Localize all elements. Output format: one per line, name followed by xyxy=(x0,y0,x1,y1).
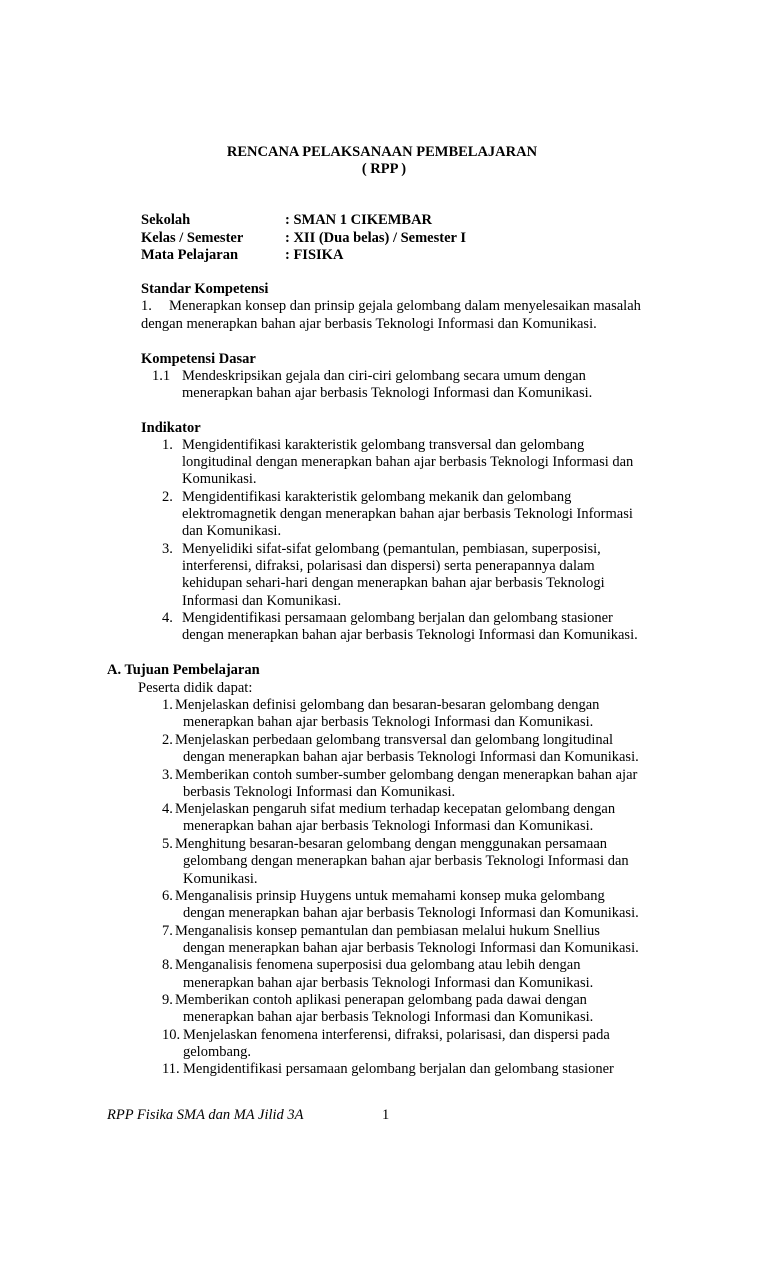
identity-label: Sekolah xyxy=(141,212,191,228)
list-item-text: menerapkan bahan ajar berbasis Teknologi Informasi dan Komunikasi. xyxy=(183,1009,594,1025)
identity-value: : SMAN 1 CIKEMBAR xyxy=(285,212,433,228)
identity-row xyxy=(141,230,466,247)
list-item-text: longitudinal dengan menerapkan bahan ajar berbasis Teknologi Informasi dan xyxy=(182,454,634,470)
list-item-number: 2. xyxy=(162,732,173,748)
document-subtitle: ( RPP ) xyxy=(361,161,407,177)
list-item-text: gelombang. xyxy=(183,1044,252,1060)
kompetensi-line: Mendeskripsikan gejala dan ciri-ciri gelombang secara umum dengan xyxy=(182,368,586,384)
list-item-number: 1. xyxy=(162,697,173,713)
list-item-number: 9. xyxy=(162,992,173,1008)
list-item-text: Komunikasi. xyxy=(183,871,258,887)
list-item-number: 5. xyxy=(162,836,173,852)
standar-line: dengan menerapkan bahan ajar berbasis Teknologi Informasi dan Komunikasi. xyxy=(141,316,597,332)
identity-row xyxy=(141,247,343,264)
page-number: 1 xyxy=(382,1107,390,1123)
identity-value: : XII (Dua belas) / Semester I xyxy=(285,230,466,246)
list-item-text: Menjelaskan pengaruh sifat medium terhadap kecepatan gelombang dengan xyxy=(175,801,616,817)
list-item-text: Informasi dan Komunikasi. xyxy=(182,593,342,609)
list-item-text: Menjelaskan fenomena interferensi, difraksi, polarisasi, dan dispersi pada xyxy=(183,1027,610,1043)
list-item-number: 7. xyxy=(162,923,173,939)
kompetensi-dasar-heading: Kompetensi Dasar xyxy=(141,351,256,367)
identity-value: : FISIKA xyxy=(285,247,344,263)
list-item-text: dengan menerapkan bahan ajar berbasis Teknologi Informasi dan Komunikasi. xyxy=(183,940,639,956)
list-item-number: 4. xyxy=(162,610,173,626)
list-item-text: menerapkan bahan ajar berbasis Teknologi Informasi dan Komunikasi. xyxy=(183,714,594,730)
list-item-number: 3. xyxy=(162,767,173,783)
tujuan-heading: A. Tujuan Pembelajaran xyxy=(107,662,260,678)
list-item-text: kehidupan sehari-hari dengan menerapkan bahan ajar berbasis Teknologi xyxy=(182,575,605,591)
standar-number: 1. xyxy=(141,298,152,314)
list-item-text: Menyelidiki sifat-sifat gelombang (pemantulan, pembiasan, superposisi, xyxy=(182,541,601,557)
identity-row xyxy=(141,212,432,229)
kompetensi-number: 1.1 xyxy=(152,368,171,384)
tujuan-intro: Peserta didik dapat: xyxy=(138,680,253,696)
kompetensi-line: menerapkan bahan ajar berbasis Teknologi Informasi dan Komunikasi. xyxy=(182,385,593,401)
list-item-text: Menganalisis konsep pemantulan dan pembiasan melalui hukum Snellius xyxy=(175,923,600,939)
list-item-text: dengan menerapkan bahan ajar berbasis Teknologi Informasi dan Komunikasi. xyxy=(182,627,638,643)
list-item-number: 4. xyxy=(162,801,173,817)
list-item-text: Mengidentifikasi karakteristik gelombang transversal dan gelombang xyxy=(182,437,585,453)
list-item-text: Menjelaskan definisi gelombang dan besaran-besaran gelombang dengan xyxy=(175,697,600,713)
list-item-text: Memberikan contoh sumber-sumber gelombang dengan menerapkan bahan ajar xyxy=(175,767,638,783)
list-item-text: Mengidentifikasi persamaan gelombang berjalan dan gelombang stasioner xyxy=(182,610,613,626)
standar-kompetensi-heading: Standar Kompetensi xyxy=(141,281,269,297)
list-item-text: interferensi, difraksi, polarisasi dan dispersi) serta penerapannya dalam xyxy=(182,558,595,574)
list-item-number: 1. xyxy=(162,437,173,453)
list-item-text: Menjelaskan perbedaan gelombang transversal dan gelombang longitudinal xyxy=(175,732,614,748)
list-item-text: dengan menerapkan bahan ajar berbasis Teknologi Informasi dan Komunikasi. xyxy=(183,749,639,765)
standar-line: Menerapkan konsep dan prinsip gejala gelombang dalam menyelesaikan masalah xyxy=(169,298,641,314)
list-item-text: Menganalisis fenomena superposisi dua gelombang atau lebih dengan xyxy=(175,957,581,973)
list-item-text: elektromagnetik dengan menerapkan bahan ajar berbasis Teknologi Informasi xyxy=(182,506,633,522)
list-item-text: dengan menerapkan bahan ajar berbasis Teknologi Informasi dan Komunikasi. xyxy=(183,905,639,921)
list-item-text: berbasis Teknologi Informasi dan Komunikasi. xyxy=(183,784,456,800)
list-item-number: 8. xyxy=(162,957,173,973)
document-title: RENCANA PELAKSANAAN PEMBELAJARAN xyxy=(226,144,538,160)
list-item-number: 3. xyxy=(162,541,173,557)
list-item-number: 11. xyxy=(162,1061,180,1077)
list-item-number: 2. xyxy=(162,489,173,505)
list-item-text: Menghitung besaran-besaran gelombang dengan menggunakan persamaan xyxy=(175,836,608,852)
list-item-text: Komunikasi. xyxy=(182,471,257,487)
list-item-text: gelombang dengan menerapkan bahan ajar berbasis Teknologi Informasi dan xyxy=(183,853,629,869)
list-item-number: 6. xyxy=(162,888,173,904)
list-item-text: Mengidentifikasi persamaan gelombang berjalan dan gelombang stasioner xyxy=(183,1061,614,1077)
list-item-text: dan Komunikasi. xyxy=(182,523,282,539)
indikator-heading: Indikator xyxy=(141,420,201,436)
list-item-number: 10. xyxy=(162,1027,181,1043)
identity-label: Mata Pelajaran xyxy=(141,247,239,263)
footer-label: RPP Fisika SMA dan MA Jilid 3A xyxy=(107,1107,304,1123)
identity-label: Kelas / Semester xyxy=(141,230,244,246)
list-item-text: Memberikan contoh aplikasi penerapan gelombang pada dawai dengan xyxy=(175,992,587,1008)
list-item-text: menerapkan bahan ajar berbasis Teknologi Informasi dan Komunikasi. xyxy=(183,975,594,991)
list-item-text: Mengidentifikasi karakteristik gelombang mekanik dan gelombang xyxy=(182,489,572,505)
list-item-text: menerapkan bahan ajar berbasis Teknologi Informasi dan Komunikasi. xyxy=(183,818,594,834)
list-item-text: Menganalisis prinsip Huygens untuk memahami konsep muka gelombang xyxy=(175,888,605,904)
